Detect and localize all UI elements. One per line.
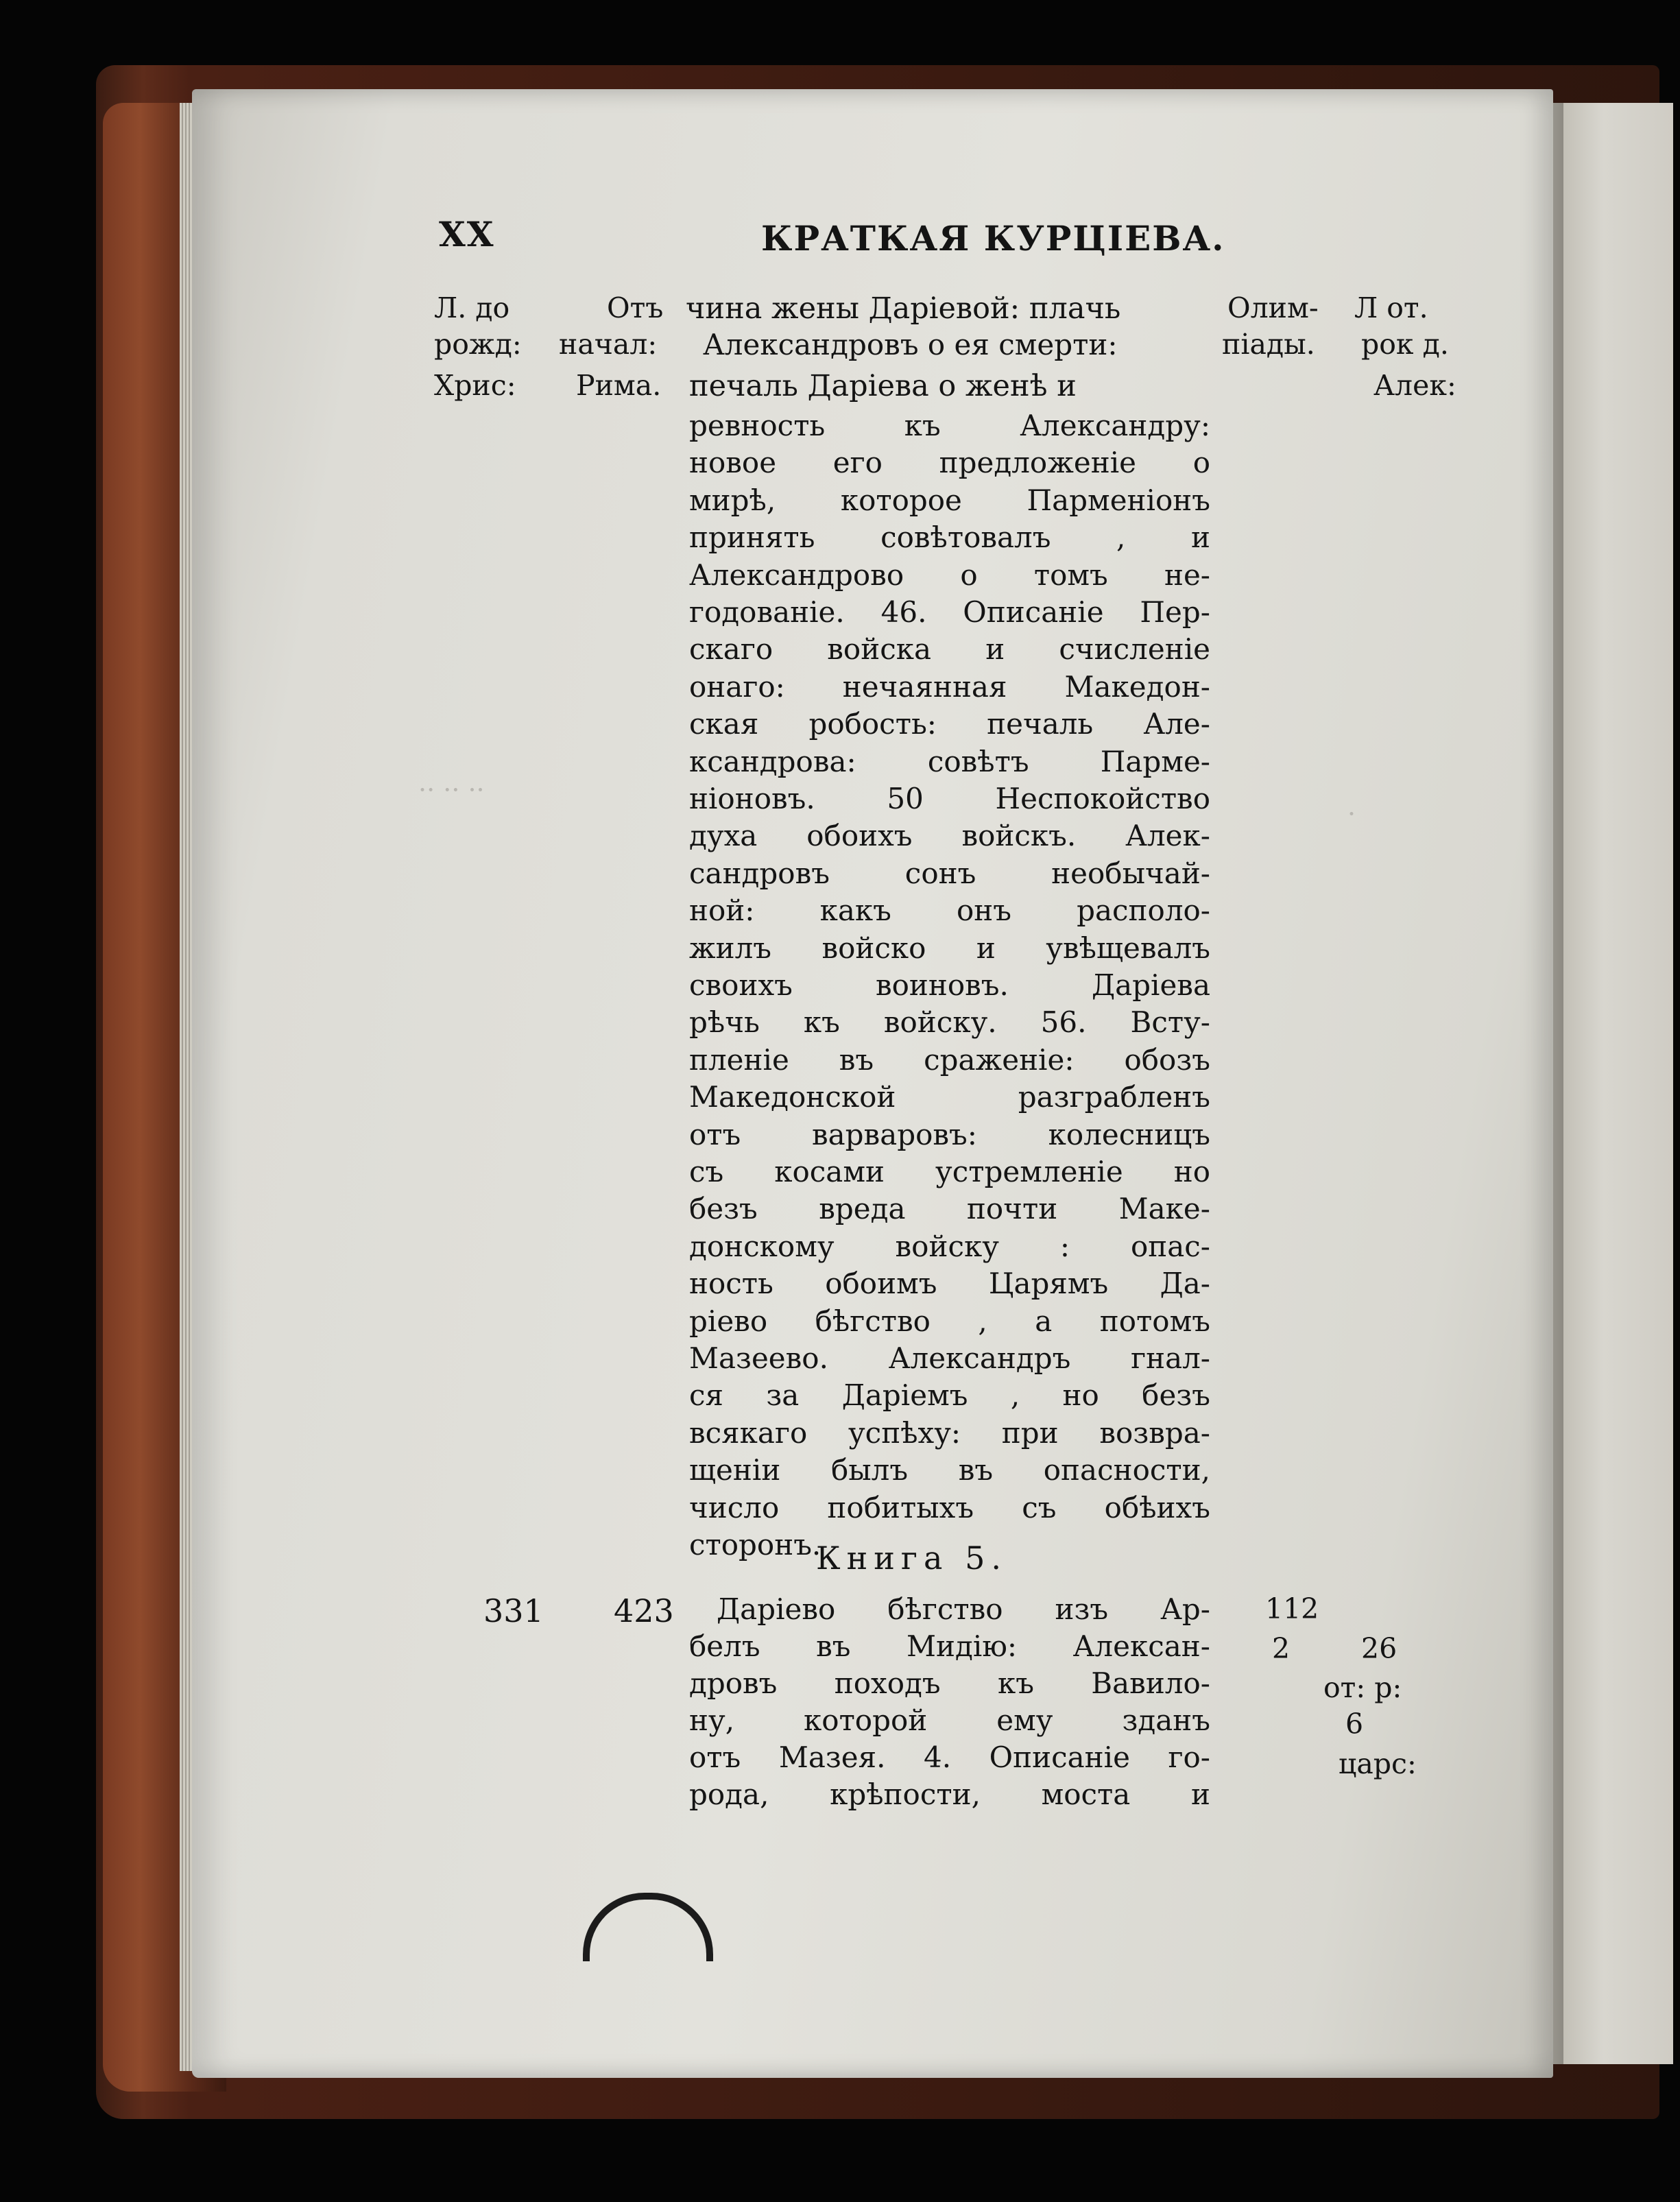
text-line: отъ варваровъ: колесницъ: [689, 1117, 1210, 1151]
margin-label: рок д.: [1361, 328, 1449, 361]
margin-label: Рима.: [576, 369, 662, 402]
text-line: безъ вреда почти Маке-: [689, 1192, 1210, 1226]
text-line: ной: какъ онъ располо-: [689, 894, 1210, 928]
text-line: дровъ походъ къ Вавило-: [689, 1666, 1210, 1700]
text-line: печаль Даріева о женѣ и: [689, 369, 1077, 403]
text-line: чина жены Даріевой: плачь: [686, 291, 1121, 326]
text-line: пленіе въ сраженіе: обозъ: [689, 1042, 1210, 1077]
bleed-through-mark: ·: [1347, 799, 1356, 829]
text-line: белъ въ Мидію: Алексан-: [689, 1629, 1210, 1663]
facing-page: [1557, 103, 1673, 2064]
text-line: духа обоихъ войскъ. Алек-: [689, 819, 1210, 853]
margin-label: Л от.: [1354, 291, 1428, 324]
year-before-christ: 331: [483, 1592, 544, 1629]
year-from-rome: 423: [614, 1592, 674, 1629]
text-line: ріево бѣгство , а потомъ: [689, 1304, 1210, 1338]
text-line: ревность къ Александру:: [689, 409, 1210, 442]
text-line: ность обоимъ Царямъ Да-: [689, 1267, 1210, 1301]
text-line: число побитыхъ съ обѣихъ: [689, 1490, 1210, 1524]
text-line: щеніи былъ въ опасности,: [689, 1453, 1210, 1487]
text-line: своихъ воиновъ. Даріева: [689, 968, 1210, 1002]
text-line: донскому войску : опас-: [689, 1229, 1210, 1263]
bleed-through-mark: ·· ·· ··: [418, 775, 485, 805]
text-line: сандровъ сонъ необычай-: [689, 856, 1210, 890]
text-line: отъ Мазея. 4. Описаніе го-: [689, 1740, 1210, 1774]
text-line: ніоновъ. 50 Неспокойство: [689, 782, 1210, 815]
margin-label: Олим-: [1227, 291, 1319, 324]
olympiad-year: 2: [1272, 1632, 1291, 1665]
margin-label: Отъ: [607, 291, 664, 324]
text-line: ся за Даріемъ , но безъ: [689, 1378, 1210, 1413]
reign-label: царс:: [1339, 1747, 1417, 1780]
reign-label: от: р:: [1323, 1671, 1402, 1704]
margin-label: піады.: [1222, 328, 1315, 361]
text-line: ну, которой ему зданъ: [689, 1703, 1210, 1737]
text-line: онаго: нечаянная Македон-: [689, 669, 1210, 704]
text-line: съ косами устремленіе но: [689, 1155, 1210, 1188]
olympiad-number: 112: [1265, 1592, 1319, 1625]
reign-number: 6: [1345, 1708, 1364, 1740]
text-line: Александрово о томъ не-: [689, 558, 1210, 592]
page-number: XX: [439, 214, 495, 254]
text-line: Александровъ о ея смерти:: [703, 328, 1118, 361]
text-line: рода, крѣпости, моста и: [689, 1778, 1210, 1811]
margin-label: Л. до: [434, 291, 510, 324]
text-line: Даріево бѣгство изъ Ар-: [717, 1592, 1210, 1626]
running-title: КРАТКАЯ КУРЦІЕВА.: [761, 218, 1225, 259]
book-heading: Книга 5.: [816, 1540, 1007, 1577]
margin-label: начал:: [559, 328, 658, 361]
text-line: мирѣ, которое Парменіонъ: [689, 483, 1210, 517]
text-line: Мазеево. Александръ гнал-: [689, 1341, 1210, 1375]
text-line: ксандрова: совѣтъ Парме-: [689, 744, 1210, 778]
text-line: рѣчь къ войску. 56. Всту-: [689, 1005, 1210, 1040]
text-line: жилъ войско и увѣщевалъ: [689, 931, 1210, 965]
margin-label: Хрис:: [434, 369, 516, 402]
text-line: сторонъ.: [689, 1528, 821, 1561]
reign-year: 26: [1361, 1632, 1397, 1665]
margin-label: Алек:: [1373, 369, 1456, 402]
text-line: принять совѣтовалъ , и: [689, 520, 1210, 555]
margin-label: рожд:: [434, 328, 522, 361]
text-line: ская робость: печаль Але-: [689, 707, 1210, 741]
text-line: годованіе. 46. Описаніе Пер-: [689, 595, 1210, 629]
text-line: всякаго успѣху: при возвра-: [689, 1415, 1210, 1450]
text-line: Македонской разграбленъ: [689, 1080, 1210, 1114]
text-line: новое его предложеніе о: [689, 446, 1210, 480]
text-line: скаго войска и счисленіе: [689, 632, 1210, 667]
